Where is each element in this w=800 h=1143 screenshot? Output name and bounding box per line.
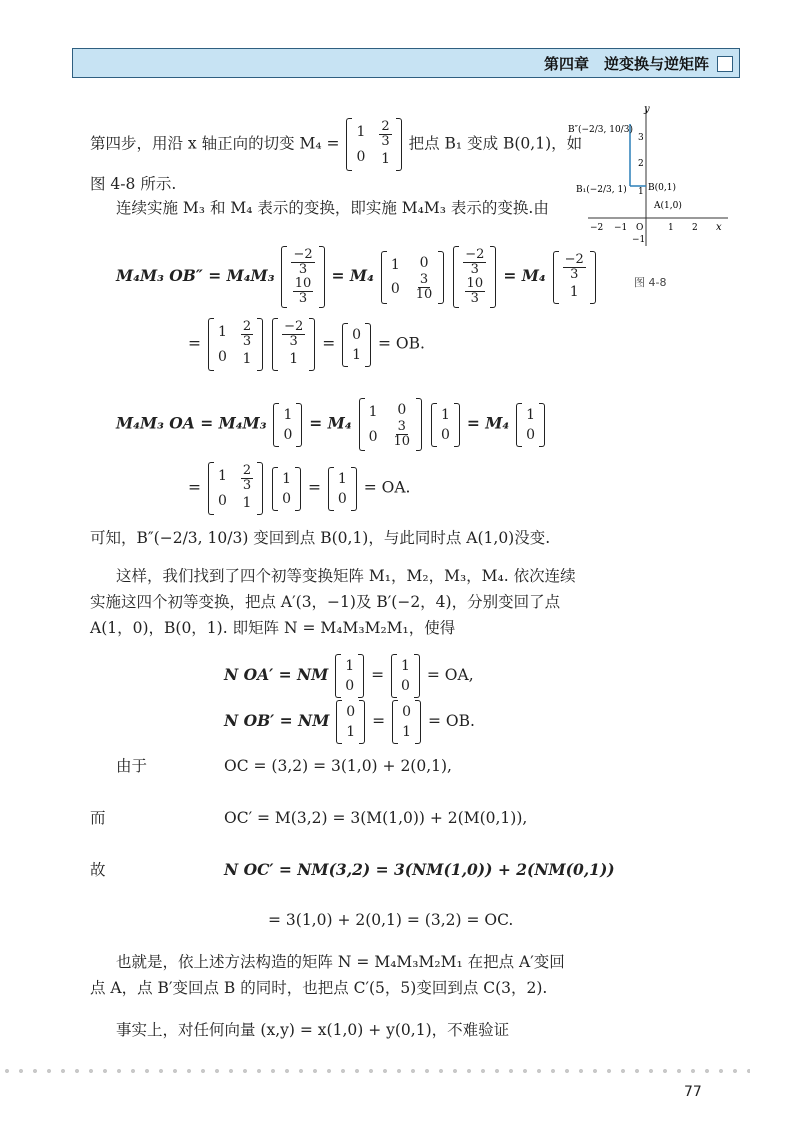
vector-b1: $\frac{-2}{3}$ 1 [553,251,596,304]
eq2-result: = OB. [377,334,425,353]
point-b1: B₁(−2/3, 1) [576,185,627,195]
paragraph-2-line-3: A(1，0)，B(0，1). 即矩阵 N = M₄M₃M₂M₁，使得 [90,619,456,637]
x-axis-label: x [716,222,722,233]
vector-a-2: 1 0 [431,403,460,447]
paragraph-2-line-1: 这样，我们找到了四个初等变换矩阵 M₁，M₂，M₃，M₄. 依次连续 [116,567,576,585]
y-axis-label: y [644,104,650,115]
equation-f: = 3(1,0) + 2(0,1) = (3,2) = OC. [268,911,514,929]
vector-a-4: 1 0 [272,467,301,511]
equation-a: N OA′ = NM 1 0 = 1 0 = OA, [224,654,474,698]
eqB-result: = OB. [427,712,475,730]
origin-label: O [636,223,644,233]
vector-a-result: 1 0 [328,467,357,511]
page-number: 77 [684,1084,702,1100]
eqB-lhs: N OB′ = NM [224,711,330,730]
matrix-m4-c: 1 0 $\frac{2}{3}$ 1 [208,462,263,515]
step4-text-a: 第四步，用沿 x 轴正向的切变 M₄ = [90,134,340,153]
vector-a-3: 1 0 [516,403,545,447]
consecutive-sentence: 连续实施 M₃ 和 M₄ 表示的变换，即实施 M₄M₃ 表示的变换.由 [116,199,549,217]
vector-b-double-prime: $\frac{-2}{3}$ $\frac{10}{3}$ [281,246,324,308]
eq1-end: = M₄ [503,266,546,285]
matrix-m4-b: 1 0 $\frac{2}{3}$ 1 [208,318,263,371]
vector-a-eqA: 1 0 [391,654,420,698]
matrix-m3: 1 0 0 $\frac{3}{10}$ [381,251,444,304]
x-tick-1: 1 [668,223,674,233]
step4-line-c: 图 4-8 所示. [90,175,177,193]
eq3-end: = M₄ [466,413,510,433]
vector-b-eqB: 0 1 [392,700,421,744]
equation-2: = 1 0 $\frac{2}{3}$ 1 $\frac{-2}{3}$ 1 = 0 1 = OB. [188,318,425,371]
vector-b-result: 0 1 [342,323,371,367]
vector-a: 1 0 [273,403,302,447]
chapter-header [72,48,740,78]
point-a: A(1,0) [654,201,682,211]
equation-b: N OB′ = NM 0 1 = 0 1 = OB. [224,700,475,744]
eqA-lhs: N OA′ = NM [224,665,329,684]
vector-b-prime: 0 1 [336,700,365,744]
equation-4: = 1 0 $\frac{2}{3}$ 1 1 0 = 1 0 = OA. [188,462,410,515]
equation-d: OC′ = M(3,2) = 3(M(1,0)) + 2(M(0,1)), [224,809,528,827]
eq3-mid: = M₄ [309,413,352,433]
vector-b-double-prime-2: $\frac{-2}{3}$ $\frac{10}{3}$ [453,246,496,308]
step4-line [90,118,582,171]
footer-dotted-rule [0,1068,750,1074]
gu-label: 故 [90,861,106,879]
er-label: 而 [90,809,106,827]
point-b-double-prime: B″(−2/3, 10/3) [568,125,633,135]
eqA-result: = OA, [426,666,474,684]
figure-caption: 图 4-8 [634,276,667,289]
eq1-lhs: M₄M₃ OB″ = M₄M₃ [116,266,275,285]
paragraph-3-line-2: 点 A，点 B′变回点 B 的同时，也把点 C′(5，5)变回到点 C(3，2). [90,979,548,997]
x-tick-neg1: −1 [614,223,628,233]
step4-text-b: 把点 B₁ 变成 B(0,1)，如 [408,134,583,153]
equation-3 [116,398,547,451]
matrix-m3-b: 1 0 0 $\frac{3}{10}$ [359,398,422,451]
header-marker-box [717,56,733,72]
x-tick-neg2: −2 [590,223,604,233]
paragraph-3-line-1: 也就是，依上述方法构造的矩阵 N = M₄M₃M₂M₁ 在把点 A′变回 [116,953,565,971]
eq3-lhs: M₄M₃ OA = M₄M₃ [116,413,267,433]
equation-1 [116,246,598,308]
conclusion-sentence: 可知，B″(−2/3, 10/3) 变回到点 B(0,1)，与此同时点 A(1,0)没变. [90,529,551,547]
x-tick-2: 2 [692,223,698,233]
y-tick-neg1: −1 [632,235,646,245]
point-b: B(0,1) [648,183,676,193]
y-tick-3: 3 [638,133,644,143]
eq1-mid: = M₄ [331,266,374,285]
matrix-m4: 1 0 $\frac{2}{3}$ 1 [346,118,401,171]
vector-b1-b: $\frac{-2}{3}$ 1 [272,318,315,371]
paragraph-2-line-2: 实施这四个初等变换，把点 A′(3，−1)及 B′(−2，4)，分别变回了点 [90,593,561,611]
vector-a-prime: 1 0 [335,654,364,698]
equation-c: OC = (3,2) = 3(1,0) + 2(0,1), [224,757,452,775]
paragraph-4: 事实上，对任何向量 (x,y) = x(1,0) + y(0,1)，不难验证 [116,1021,510,1039]
y-tick-2: 2 [638,159,644,169]
youyu-label: 由于 [116,757,148,775]
equation-e: N OC′ = NM(3,2) = 3(NM(1,0)) + 2(NM(0,1)) [224,860,615,879]
eq4-result: = OA. [363,478,411,497]
chapter-title: 第四章 逆变换与逆矩阵 [543,55,709,73]
y-tick-1: 1 [638,187,644,197]
